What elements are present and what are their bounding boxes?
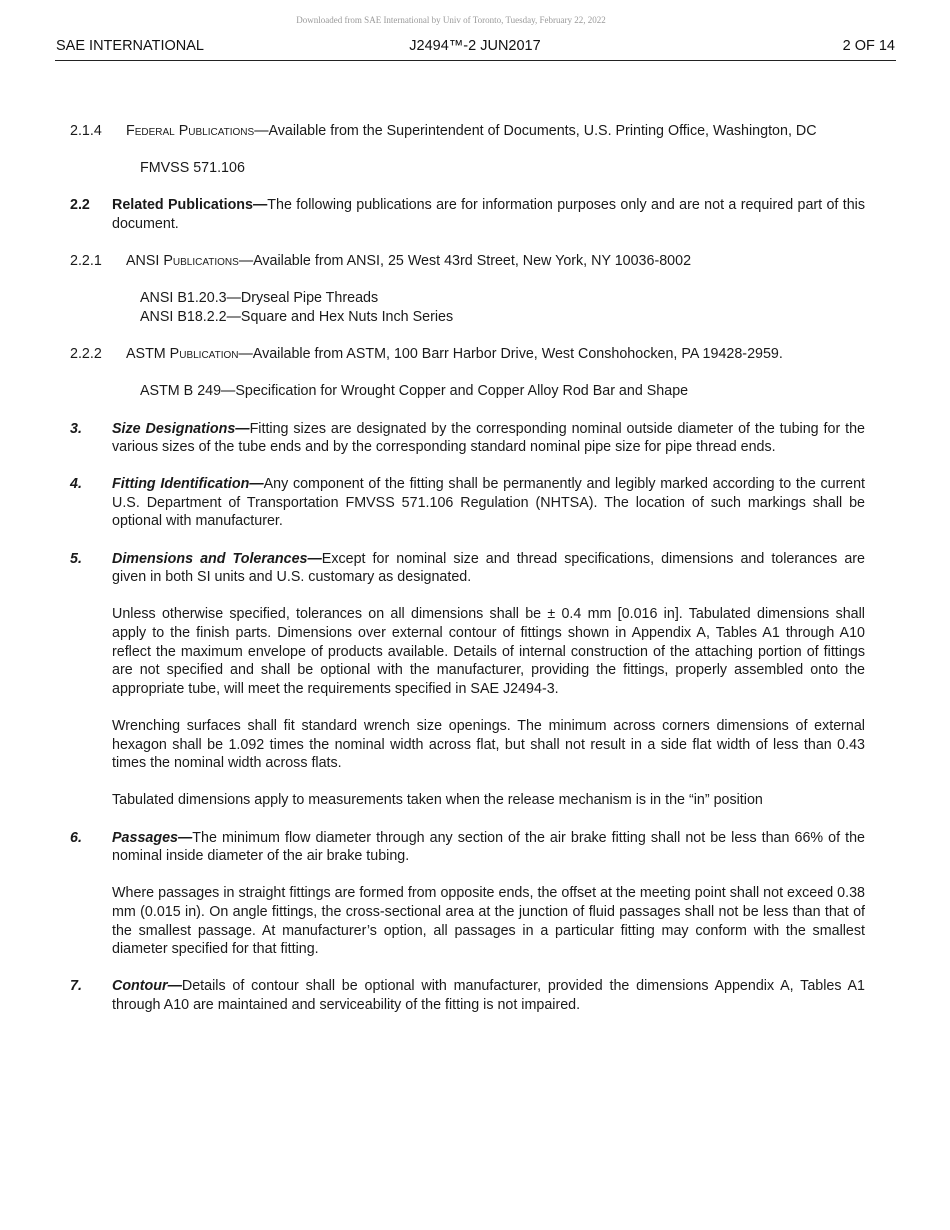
- section-6-paragraph: Where passages in straight fittings are formed from opposite ends, the offset at the meeting point shall not exceed 0.38 mm (0.015 in). On angle fittings, the cross-sectional area at the junction of fluid passages shall not be less than that of the smallest passage. At manufacturer’s option, all passages in a particular fitting may conform with the smallest diameter specified for that fitting.: [112, 885, 865, 958]
- section-5-paragraph: Tabulated dimensions apply to measurements taken when the release mechanism is in the “in” position: [112, 792, 763, 809]
- section-2-2-1-list: [140, 289, 865, 326]
- section-number: 4.: [70, 476, 82, 493]
- document-body: [70, 122, 865, 1033]
- section-7: [70, 977, 865, 1014]
- section-2-2: [70, 196, 865, 233]
- header-rule: [55, 60, 896, 61]
- section-number: 7.: [70, 978, 82, 995]
- section-text: Except for nominal size and thread specifications, dimensions and tolerances are given in both SI units and U.S. customary as designated.: [112, 550, 865, 586]
- section-2-1-4: [70, 122, 865, 141]
- section-number: 3.: [70, 420, 82, 437]
- header-page-number: 2 OF 14: [842, 38, 895, 54]
- section-number: 2.2.1: [70, 253, 102, 270]
- section-title: Fitting Identification—: [112, 476, 264, 493]
- section-2-1-4-list: [140, 159, 865, 178]
- section-title: Passages—: [112, 829, 193, 846]
- download-watermark: Downloaded from SAE International by Univ of Toronto, Tuesday, February 22, 2022: [296, 15, 606, 25]
- section-number: 2.2.2: [70, 346, 102, 363]
- section-3: [70, 420, 865, 457]
- list-item: ASTM B 249—Specification for Wrought Copper and Copper Alloy Rod Bar and Shape: [140, 383, 689, 400]
- section-text: —Available from ASTM, 100 Barr Harbor Drive, West Conshohocken, PA 19428-2959.: [238, 346, 783, 363]
- section-5-paragraph: Unless otherwise specified, tolerances on all dimensions shall be ± 0.4 mm [0.016 in]. Tabulated dimensions shall apply to the finish parts. Dimensions over external contour of fittings shown in Appendix A, Tables A1 through A10 reflect the maximum envelope of products available. Details of internal construction of the attaching portion of fittings are not specified and shall be optional with the manufacturer, providing the fittings, properly assembled onto the appropriate tube, will meet the requirements specified in SAE J2494-3.: [112, 606, 865, 697]
- section-number: 6.: [70, 829, 82, 846]
- section-text: —Available from the Superintendent of Documents, U.S. Printing Office, Washington, DC: [254, 123, 817, 139]
- section-title: ASTM Publication: [126, 346, 239, 363]
- section-title: Related Publications—: [112, 197, 268, 214]
- header-organization: SAE INTERNATIONAL: [56, 38, 204, 54]
- section-title: Size Designations—: [112, 420, 250, 437]
- section-5: [70, 550, 865, 587]
- section-text: Details of contour shall be optional with manufacturer, provided the dimensions Appendix A, Tables A1 through A10 are maintained and serviceability of the fitting is not impaired.: [112, 978, 865, 1013]
- section-4: [70, 475, 865, 531]
- section-text: —Available from ANSI, 25 West 43rd Street, New York, NY 10036-8002: [238, 253, 692, 270]
- section-2-2-2: [70, 345, 865, 364]
- section-number: 2.1.4: [70, 123, 102, 139]
- list-item: ANSI B18.2.2—Square and Hex Nuts Inch Series: [140, 308, 454, 325]
- section-title: Dimensions and Tolerances—: [112, 550, 322, 567]
- header-document-id: J2494™-2 JUN2017: [409, 38, 541, 54]
- section-5-paragraph: Wrenching surfaces shall fit standard wrench size openings. The minimum across corners dimensions of external hexagon shall be 1.092 times the nominal width across flat, but shall not result in a side flat width of less than 0.43 times the nominal width across flats.: [112, 718, 865, 772]
- section-text: Any component of the fitting shall be permanently and legibly marked according to the current U.S. Department of Transportation FMVSS 571.106 Regulation (NHTSA). The location of such markings shall be optional with manufacturer.: [112, 476, 865, 530]
- section-number: 2.2: [70, 197, 90, 214]
- section-text: The following publications are for information purposes only and are not a required part of this document.: [112, 197, 865, 232]
- section-text: Fitting sizes are designated by the corresponding nominal outside diameter of the tubing for the various sizes of the tube ends and by the corresponding standard nominal pipe size for pipe thread ends.: [112, 420, 865, 456]
- section-2-2-1: [70, 252, 865, 271]
- list-item: ANSI B1.20.3—Dryseal Pipe Threads: [140, 290, 379, 307]
- section-6: [70, 829, 865, 866]
- section-text: The minimum flow diameter through any section of the air brake fitting shall not be less than 66% of the nominal inside diameter of the air brake tubing.: [112, 829, 865, 865]
- section-title: Contour—: [112, 978, 182, 995]
- list-item: FMVSS 571.106: [140, 160, 245, 177]
- section-title: Federal Publications: [126, 123, 255, 139]
- section-number: 5.: [70, 550, 82, 567]
- section-2-2-2-list: [140, 382, 865, 401]
- section-title: ANSI Publications: [126, 253, 239, 270]
